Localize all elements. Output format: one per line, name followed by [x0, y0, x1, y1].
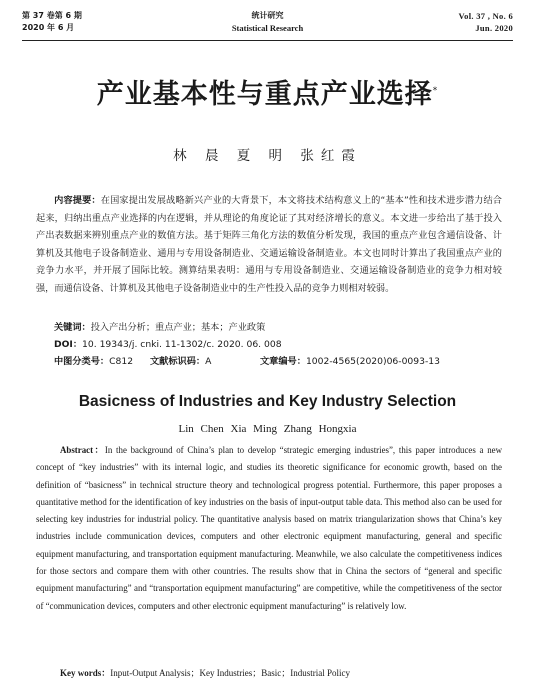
abstract-en-label: Abstract： — [60, 445, 105, 455]
title-text: 产业基本性与重点产业选择 — [96, 79, 433, 110]
keywords-cn-text: 投入产出分析；重点产业；基本；产业政策 — [90, 322, 266, 333]
classification-line — [54, 353, 504, 370]
doi — [54, 336, 282, 353]
doi-value: 10. 19343/j. cnki. 11-1302/c. 2020. 06. 008 — [82, 339, 282, 350]
keywords-en-text: Input-Output Analysis；Key Industries；Basic；Industrial Policy — [110, 668, 350, 678]
date-cn: 2020 年 6 月 — [22, 23, 75, 32]
volume-issue-cn: 第 37 卷第 6 期 — [22, 11, 82, 20]
running-header — [22, 10, 513, 40]
doc-code-label: 文献标识码： — [150, 356, 206, 367]
clc-label: 中图分类号： — [54, 356, 110, 367]
paper-title-en: Basicness of Industries and Key Industry Selection — [78, 393, 457, 410]
keywords-cn — [54, 319, 265, 336]
article-number-value: 1002-4565(2020)06-0093-13 — [305, 356, 440, 367]
issue-info-en — [459, 10, 513, 34]
keywords-en — [60, 665, 500, 682]
doc-code-value: A — [205, 356, 212, 367]
authors-cn: 林 晨 夏 明 张红霞 — [173, 148, 362, 164]
abstract-cn-label: 内容提要： — [54, 195, 101, 206]
journal-name-en: Statistical Research — [231, 23, 304, 33]
volume-issue-en: Vol. 37 , No. 6 — [458, 11, 513, 21]
abstract-en-text: In the background of China’s plan to develop “strategic emerging industries”, this paper introduces a new concept of “key industries” with its internal logic, and studies its theoretic significance for economic growth, based on the definition of “basicness” in technical structure theory and technological progress potential. Furthermore, this paper proposes a quantitative method for the identification of key industries on the basis of input-output table data. This method also can be used for selecting key industries for industrial policy. The quantitative analysis based on matrix triangularization shows that China’s key industries include communication devices, computers and other electronic equipment manufacturing, general and specific equipment manufacturing, and transportation equipment manufacturing. Meanwhile, we also calculate the competitiveness indices for those sectors and compare them with other countries. The results show that in China the sectors of “general and specific equipment manufacturing” and “transportation equipment manufacturing” are competitive, while the competitiveness of the sector of “communication devices, computers and other electronic equipment manufacturing” is relatively low. — [36, 445, 502, 611]
abstract-en — [36, 442, 502, 615]
header-rule — [22, 40, 513, 41]
keywords-cn-label: 关键词： — [54, 322, 91, 333]
clc-value: C812 — [109, 356, 134, 367]
journal-name — [22, 10, 513, 34]
abstract-cn — [36, 192, 502, 298]
doi-label: DOI： — [54, 339, 83, 350]
date-en: Jun. 2020 — [475, 23, 513, 33]
article-number-label: 文章编号： — [260, 356, 306, 367]
journal-name-cn: 统计研究 — [251, 11, 284, 20]
title-footnote-mark: * — [432, 86, 439, 96]
paper-title-cn — [0, 78, 535, 112]
keywords-en-label: Key words： — [60, 668, 111, 678]
abstract-cn-text: 在国家提出发展战略新兴产业的大背景下，本文将技术结构意义上的“基本”性和技术进步潜力结合起来，归纳出重点产业选择的内在逻辑，并从理论的角度论证了其对经济增长的意义。本文进一步给出了基于投入产出表数据来辨别重点产业的数值方法。基于矩阵三角化方法的数值分析发现，我国的重点产业包含通信设备、计算机及其他电子设备制造业、通用与专用设备制造业、交通运输设备制造业。本文也同时计算出了我国重点产业的竞争力水平，并开展了国际比较。测算结果表明：通用与专用设备制造业、交通运输设备制造业的竞争力相对较强，而通信设备、计算机及其他电子设备制造业中的生产性投入品的竞争力则相对较弱。 — [36, 195, 502, 294]
authors-en: Lin Chen Xia Ming Zhang Hongxia — [178, 423, 357, 435]
